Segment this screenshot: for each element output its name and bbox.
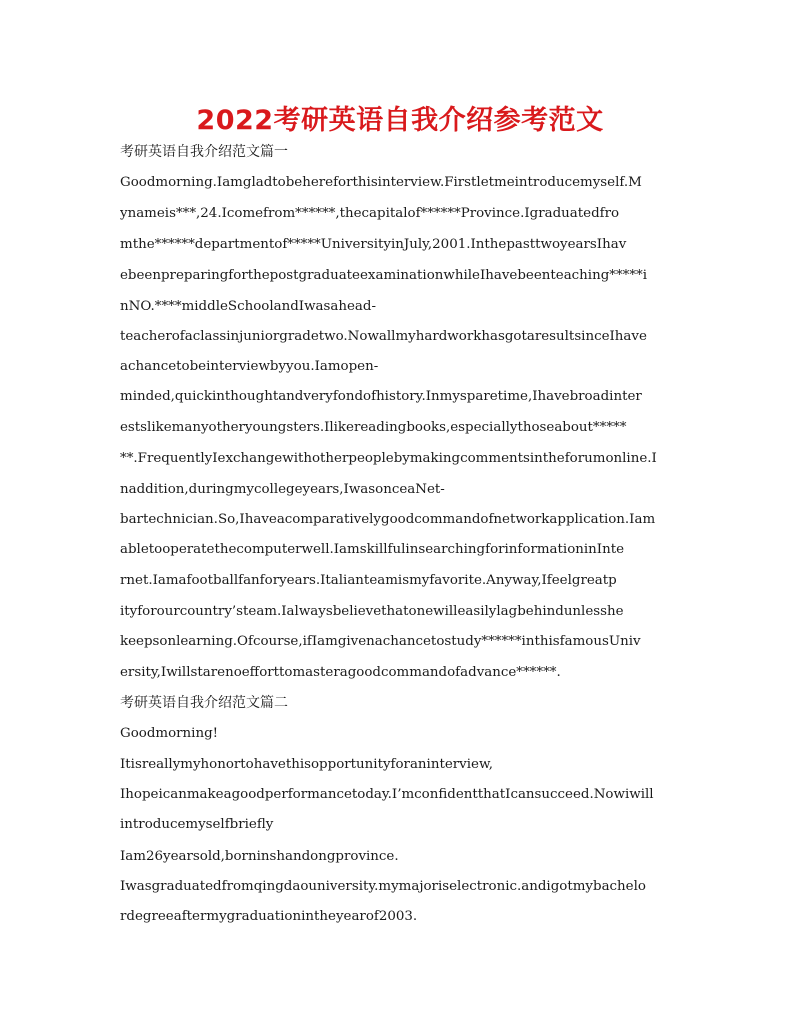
- section-heading-2: 考研英语自我介绍范文篇二: [120, 695, 288, 711]
- paragraph-line: teacherofaclassinjuniorgradetwo.NowallmyhardworkhasgotaresultsinceIhave: [120, 329, 647, 344]
- paragraph-line: ityforourcountry’steam.Ialwaysbelievethatonewilleasilylagbehindunlesshe: [120, 604, 624, 619]
- paragraph-line: Goodmorning!: [120, 726, 219, 741]
- paragraph-line: nNO.****middleSchoolandIwasahead-: [120, 299, 377, 314]
- paragraph-line: abletooperatethecomputerwell.IamskillfulinsearchingforinformationinInte: [120, 542, 625, 557]
- paragraph-line: achancetobeinterviewbyyou.Iamopen-: [120, 359, 379, 374]
- paragraph-line: Itisreallymyhonortohavethisopportunityforaninterview,: [120, 757, 494, 772]
- paragraph-line: **.FrequentlyIexchangewithotherpeoplebymakingcommentsintheforumonline.I: [120, 451, 657, 466]
- document-title: 2022考研英语自我介绍参考范文: [196, 105, 604, 136]
- paragraph-line: ersity,Iwillstarenoefforttomasteragoodcommandofadvance******.: [120, 665, 561, 680]
- paragraph-line: rnet.Iamafootballfanforyears.Italianteamismyfavorite.Anyway,Ifeelgreatp: [120, 573, 617, 588]
- paragraph-line: ynameis***,24.Icomefrom******,thecapitalof******Province.Igraduatedfro: [120, 206, 620, 221]
- paragraph-line: Iam26yearsold,borninshandongprovince.: [120, 849, 399, 864]
- paragraph-line: Goodmorning.Iamgladtobehereforthisinterview.Firstletmeintroducemyself.M: [120, 175, 642, 190]
- paragraph-line: minded,quickinthoughtandveryfondofhistory.Inmysparetime,Ihavebroadinter: [120, 389, 642, 404]
- paragraph-line: keepsonlearning.Ofcourse,ifIamgivenachancetostudy******inthisfamousUniv: [120, 634, 641, 649]
- paragraph-line: Ihopeicanmakeagoodperformancetoday.I’mconfidentthatIcansucceed.Nowiwill: [120, 787, 654, 802]
- paragraph-line: rdegreeaftermygraduationintheyearof2003.: [120, 909, 418, 924]
- paragraph-line: introducemyselfbriefly: [120, 817, 274, 832]
- paragraph-line: bartechnician.So,Ihaveacomparativelygoodcommandofnetworkapplication.Iam: [120, 512, 656, 527]
- section-heading-1: 考研英语自我介绍范文篇一: [120, 144, 288, 160]
- paragraph-line: naddition,duringmycollegeyears,IwasonceaNet-: [120, 482, 445, 497]
- paragraph-line: mthe******departmentof*****UniversityinJuly,2001.InthepasttwoyearsIhav: [120, 237, 627, 252]
- paragraph-line: ebeenpreparingforthepostgraduateexaminationwhileIhavebeenteaching*****i: [120, 268, 648, 283]
- paragraph-line: estslikemanyotheryoungsters.Ilikereadingbooks,especiallythoseabout*****: [120, 420, 627, 435]
- paragraph-line: Iwasgraduatedfromqingdaouniversity.mymajoriselectronic.andigotmybachelo: [120, 879, 646, 894]
